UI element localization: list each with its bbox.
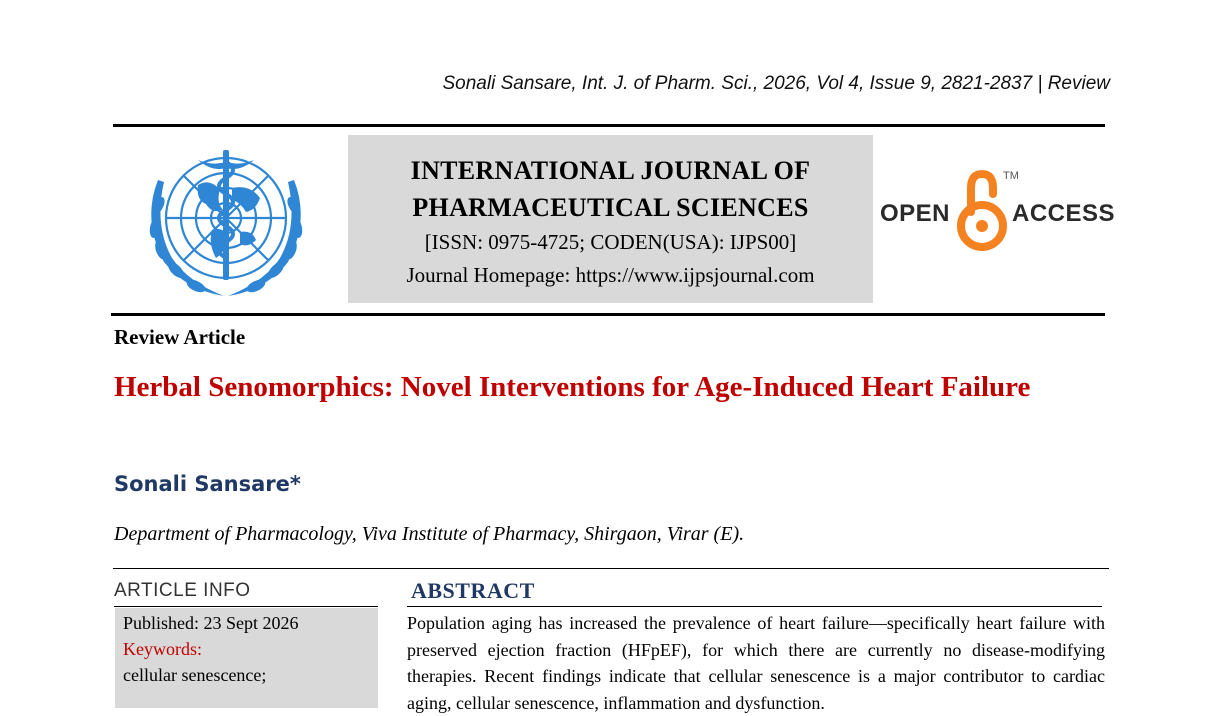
article-title: Herbal Senomorphics: Novel Interventions for Age-Induced Heart Failure bbox=[114, 371, 1031, 403]
published-date: Published: 23 Sept 2026 bbox=[123, 613, 299, 633]
open-access-logo bbox=[880, 162, 1116, 254]
running-header-citation: Sonali Sansare, Int. J. of Pharm. Sci., 2026, Vol 4, Issue 9, 2821-2837 | Review bbox=[442, 73, 1110, 94]
journal-name bbox=[348, 152, 873, 226]
open-access-left-text: OPEN bbox=[880, 200, 951, 227]
header-top-rule bbox=[113, 124, 1105, 127]
open-access-right-text: ACCESS bbox=[1012, 200, 1116, 227]
journal-homepage-link[interactable]: Journal Homepage: https://www.ijpsjournal.com bbox=[406, 263, 815, 287]
abstract-rule bbox=[407, 606, 1102, 607]
article-info-rule bbox=[114, 606, 378, 607]
journal-issn: [ISSN: 0975-4725; CODEN(USA): IJPS00] bbox=[424, 230, 797, 254]
abstract-text: Population aging has increased the prevalence of heart failure—specifically heart failure with preserved ejection fraction (HFpEF), for which there are currently no disease-modifying therapies. Recent findings indicate that cellular senescence is a major contributor to cardiac aging, cellular senescence, inflammation and dysfunction. bbox=[407, 613, 1105, 713]
open-lock-icon bbox=[954, 166, 1010, 252]
journal-name-line1: INTERNATIONAL JOURNAL OF bbox=[410, 156, 811, 185]
trademark-mark: TM bbox=[1003, 170, 1019, 182]
journal-masthead-box bbox=[348, 135, 873, 303]
keyword-item: cellular senescence; bbox=[123, 665, 267, 685]
affiliation-rule bbox=[113, 568, 1109, 569]
author-affiliation: Department of Pharmacology, Viva Institute of Pharmacy, Shirgaon, Virar (E). bbox=[114, 523, 745, 545]
globe-caduceus-emblem-icon bbox=[128, 140, 324, 306]
article-type: Review Article bbox=[114, 325, 246, 349]
article-info-box bbox=[115, 608, 378, 708]
header-bottom-rule bbox=[111, 313, 1105, 316]
article-author[interactable]: Sonali Sansare* bbox=[114, 472, 301, 496]
article-info-heading: ARTICLE INFO bbox=[114, 580, 251, 601]
abstract-heading: ABSTRACT bbox=[411, 578, 535, 603]
journal-name-line2: PHARMACEUTICAL SCIENCES bbox=[412, 193, 809, 222]
keywords-label: Keywords: bbox=[123, 639, 202, 659]
